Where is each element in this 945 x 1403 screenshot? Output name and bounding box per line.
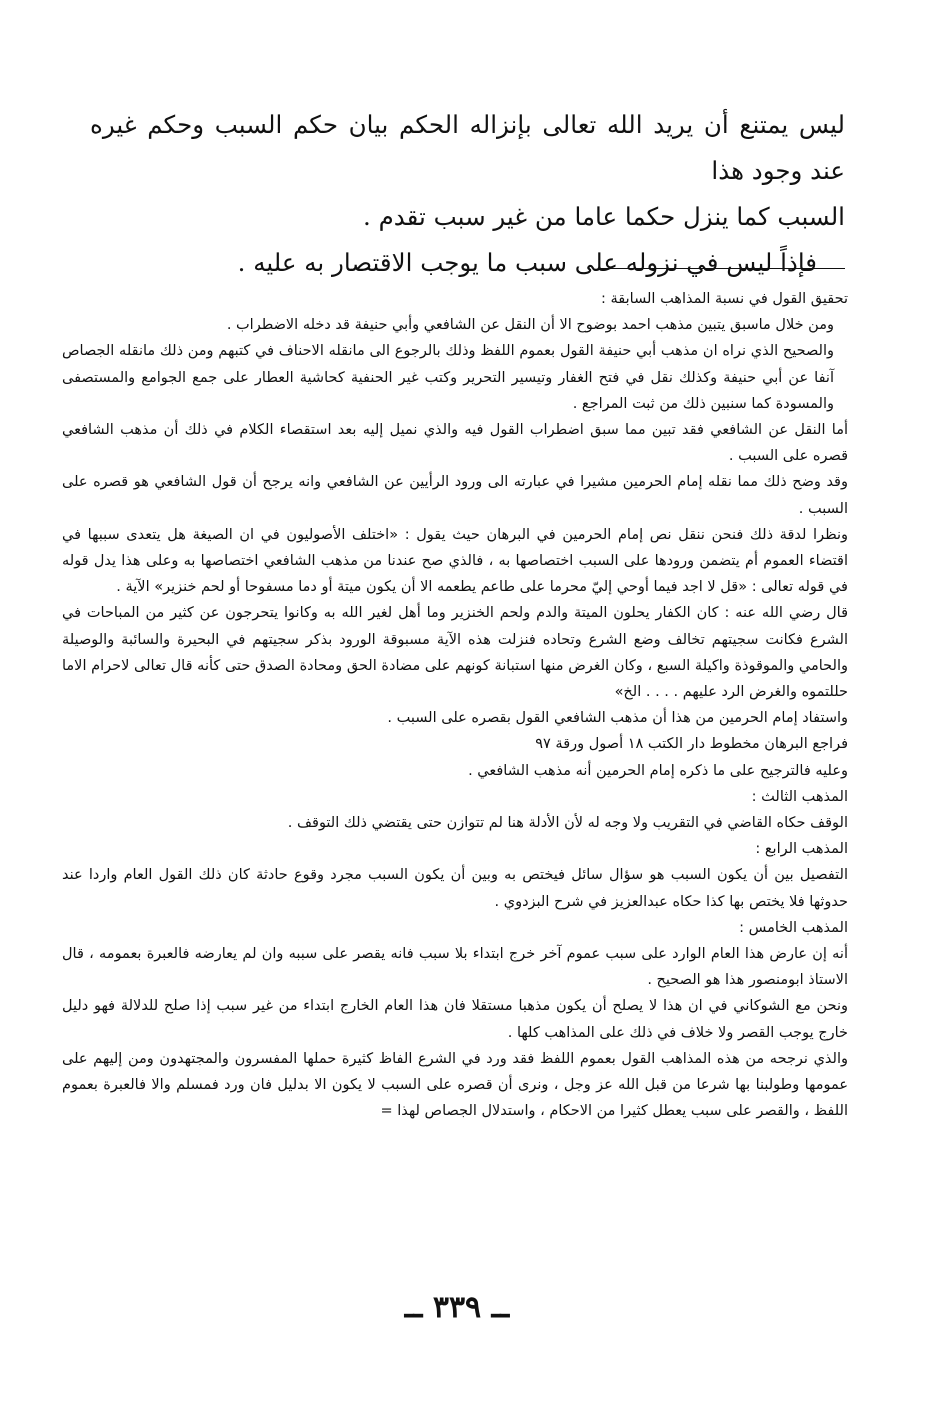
footnote-section-heading: المذهب الخامس : bbox=[739, 919, 848, 936]
footnote-paragraph: ونحن مع الشوكاني في ان هذا لا يصلح أن يكون مذهبا مستقلا فان هذا العام الخارج ابتداء من غير سبب إذا صلح للدلالة فهو دليل خارج يوجب القصر ولا خلاف في ذلك على المذاهب كلها . bbox=[62, 998, 848, 1041]
footnote-paragraph: قال رضي الله عنه : كان الكفار يحلون الميتة والدم ولحم الخنزير وما أهل لغير الله به وكانوا يتحرجون عن كثير من المباحات في الشرع فكانت سجيتهم تخالف وضع الشرع وتحاده فنزلت هذه الآية مسبوقة الورود بذكر سجيتهم في البحيرة والسائبة والوصيلة والحامي والموقوذة واكيلة السبع ، وكان الغرض منها استبانة كونهم على مضادة الحق ومحادة الصدق حتى كأنه قال تعالى لاحرام الاما حللتموه والغرض الرد عليهم . . . . الخ» bbox=[62, 605, 848, 701]
footnote-divider bbox=[600, 268, 845, 269]
footnote-paragraph: ونظرا لدقة ذلك فنحن ننقل نص إمام الحرمين في البرهان حيث يقول : «اختلف الأصوليون في ان الصيغة هل يتعدى سببها في اقتضاء العموم أم يتضمن ورودها على السبب اختصاصها به ، فالذي صح عندنا من مذهب الشافعي اختصاصها به وعلى هذا يدل قوله في قوله تعالى : «قل لا اجد فيما أوحي إليّ محرما على طاعم يطعمه الا أن يكون ميتة أو دما مسفوحا أو لحم خنزير» الآية . bbox=[62, 526, 848, 596]
main-text bbox=[90, 102, 845, 286]
footnotes bbox=[62, 286, 848, 1125]
footnote-paragraph: أنه إن عارض هذا العام الوارد على سبب عموم آخر خرج ابتداء بلا سبب فانه يقصر على سببه وان لم يعارضه فالعبرة بعمومه ، قال الاستاذ ابومنصور هذا هو الصحيح . bbox=[62, 946, 848, 989]
footnote-paragraph: أما النقل عن الشافعي فقد تبين مما سبق اضطراب القول فيه والذي نميل إليه بعد استقصاء الكلام في ذلك أن مذهب الشافعي قصره على السبب . bbox=[62, 422, 848, 465]
page-number: ــ ٣٣٩ ــ bbox=[404, 1290, 510, 1325]
footnote-paragraph: التفصيل بين أن يكون السبب هو سؤال سائل فيختص به وبين أن يكون السبب مجرد وقوع حادثة كان ذلك القول العام واردا عند حدوثها فلا يختص بها كذا حكاه عبدالعزيز في شرح البزدوي . bbox=[62, 867, 848, 910]
footnote-paragraph: والذي نرجحه من هذه المذاهب القول بعموم اللفظ فقد ورد في الشرع الفاظ كثيرة حملها المفسرون والمجتهدون ومن إليهم على عمومها وطولبنا بها شرعا من قبل الله عز وجل ، ونرى أن قصره على السبب لا يكون الا بدليل فان ورد فمسلم والا فالعبرة بعموم اللفظ ، والقصر على سبب يعطل كثيرا من الاحكام ، واستدلال الجصاص لهذا = bbox=[62, 1050, 848, 1120]
footnote-paragraph: وقد وضح ذلك مما نقله إمام الحرمين مشيرا في عبارته الى ورود الرأيين عن الشافعي وانه يرجح أن قول الشافعي هو قصره على السبب . bbox=[62, 474, 848, 517]
main-text-line-1: ليس يمتنع أن يريد الله تعالى بإنزاله الحكم بيان حكم السبب وحكم غيره عند وجود هذا bbox=[90, 110, 845, 185]
footnote-section-heading: المذهب الرابع : bbox=[755, 841, 848, 858]
footnote-heading: تحقيق القول في نسبة المذاهب السابقة : bbox=[601, 291, 848, 307]
footnote-paragraph: ومن خلال ماسبق يتبين مذهب احمد بوضوح الا أن النقل عن الشافعي وأبي حنيفة قد دخله الاضطراب . bbox=[226, 317, 834, 334]
footnote-paragraph: وعليه فالترجيح على ما ذكره إمام الحرمين أنه مذهب الشافعي . bbox=[468, 762, 848, 779]
main-text-line-3: فإذاً ليس في نزوله على سبب ما يوجب الاقتصار به عليه . bbox=[237, 248, 817, 277]
main-text-line-2: السبب كما ينزل حكما عاما من غير سبب تقدم . bbox=[363, 202, 845, 231]
footnote-paragraph: فراجع البرهان مخطوط دار الكتب ١٨ أصول ورقة ٩٧ bbox=[535, 736, 848, 753]
footnote-paragraph: الوقف حكاه القاضي في التقريب ولا وجه له لأن الأدلة هنا لم تتوازن حتى يقتضي ذلك التوقف . bbox=[287, 815, 848, 832]
footnote-paragraph: واستفاد إمام الحرمين من هذا أن مذهب الشافعي القول بقصره على السبب . bbox=[387, 710, 848, 727]
footnote-section-heading: المذهب الثالث : bbox=[751, 788, 848, 805]
footnote-paragraph: والصحيح الذي نراه ان مذهب أبي حنيفة القول بعموم اللفظ وذلك بالرجوع الى مانقله الاحناف في كتبهم ومن ذلك مانقله الجصاص آنفا عن أبي حنيفة وكذلك نقل في فتح الغفار وتيسير التحرير وكتب غير الحنفية كحاشية العطار على جمع الجوامع والمستصفى والمسودة كما سنبين ذلك من ثبت المراجع . bbox=[62, 343, 834, 412]
